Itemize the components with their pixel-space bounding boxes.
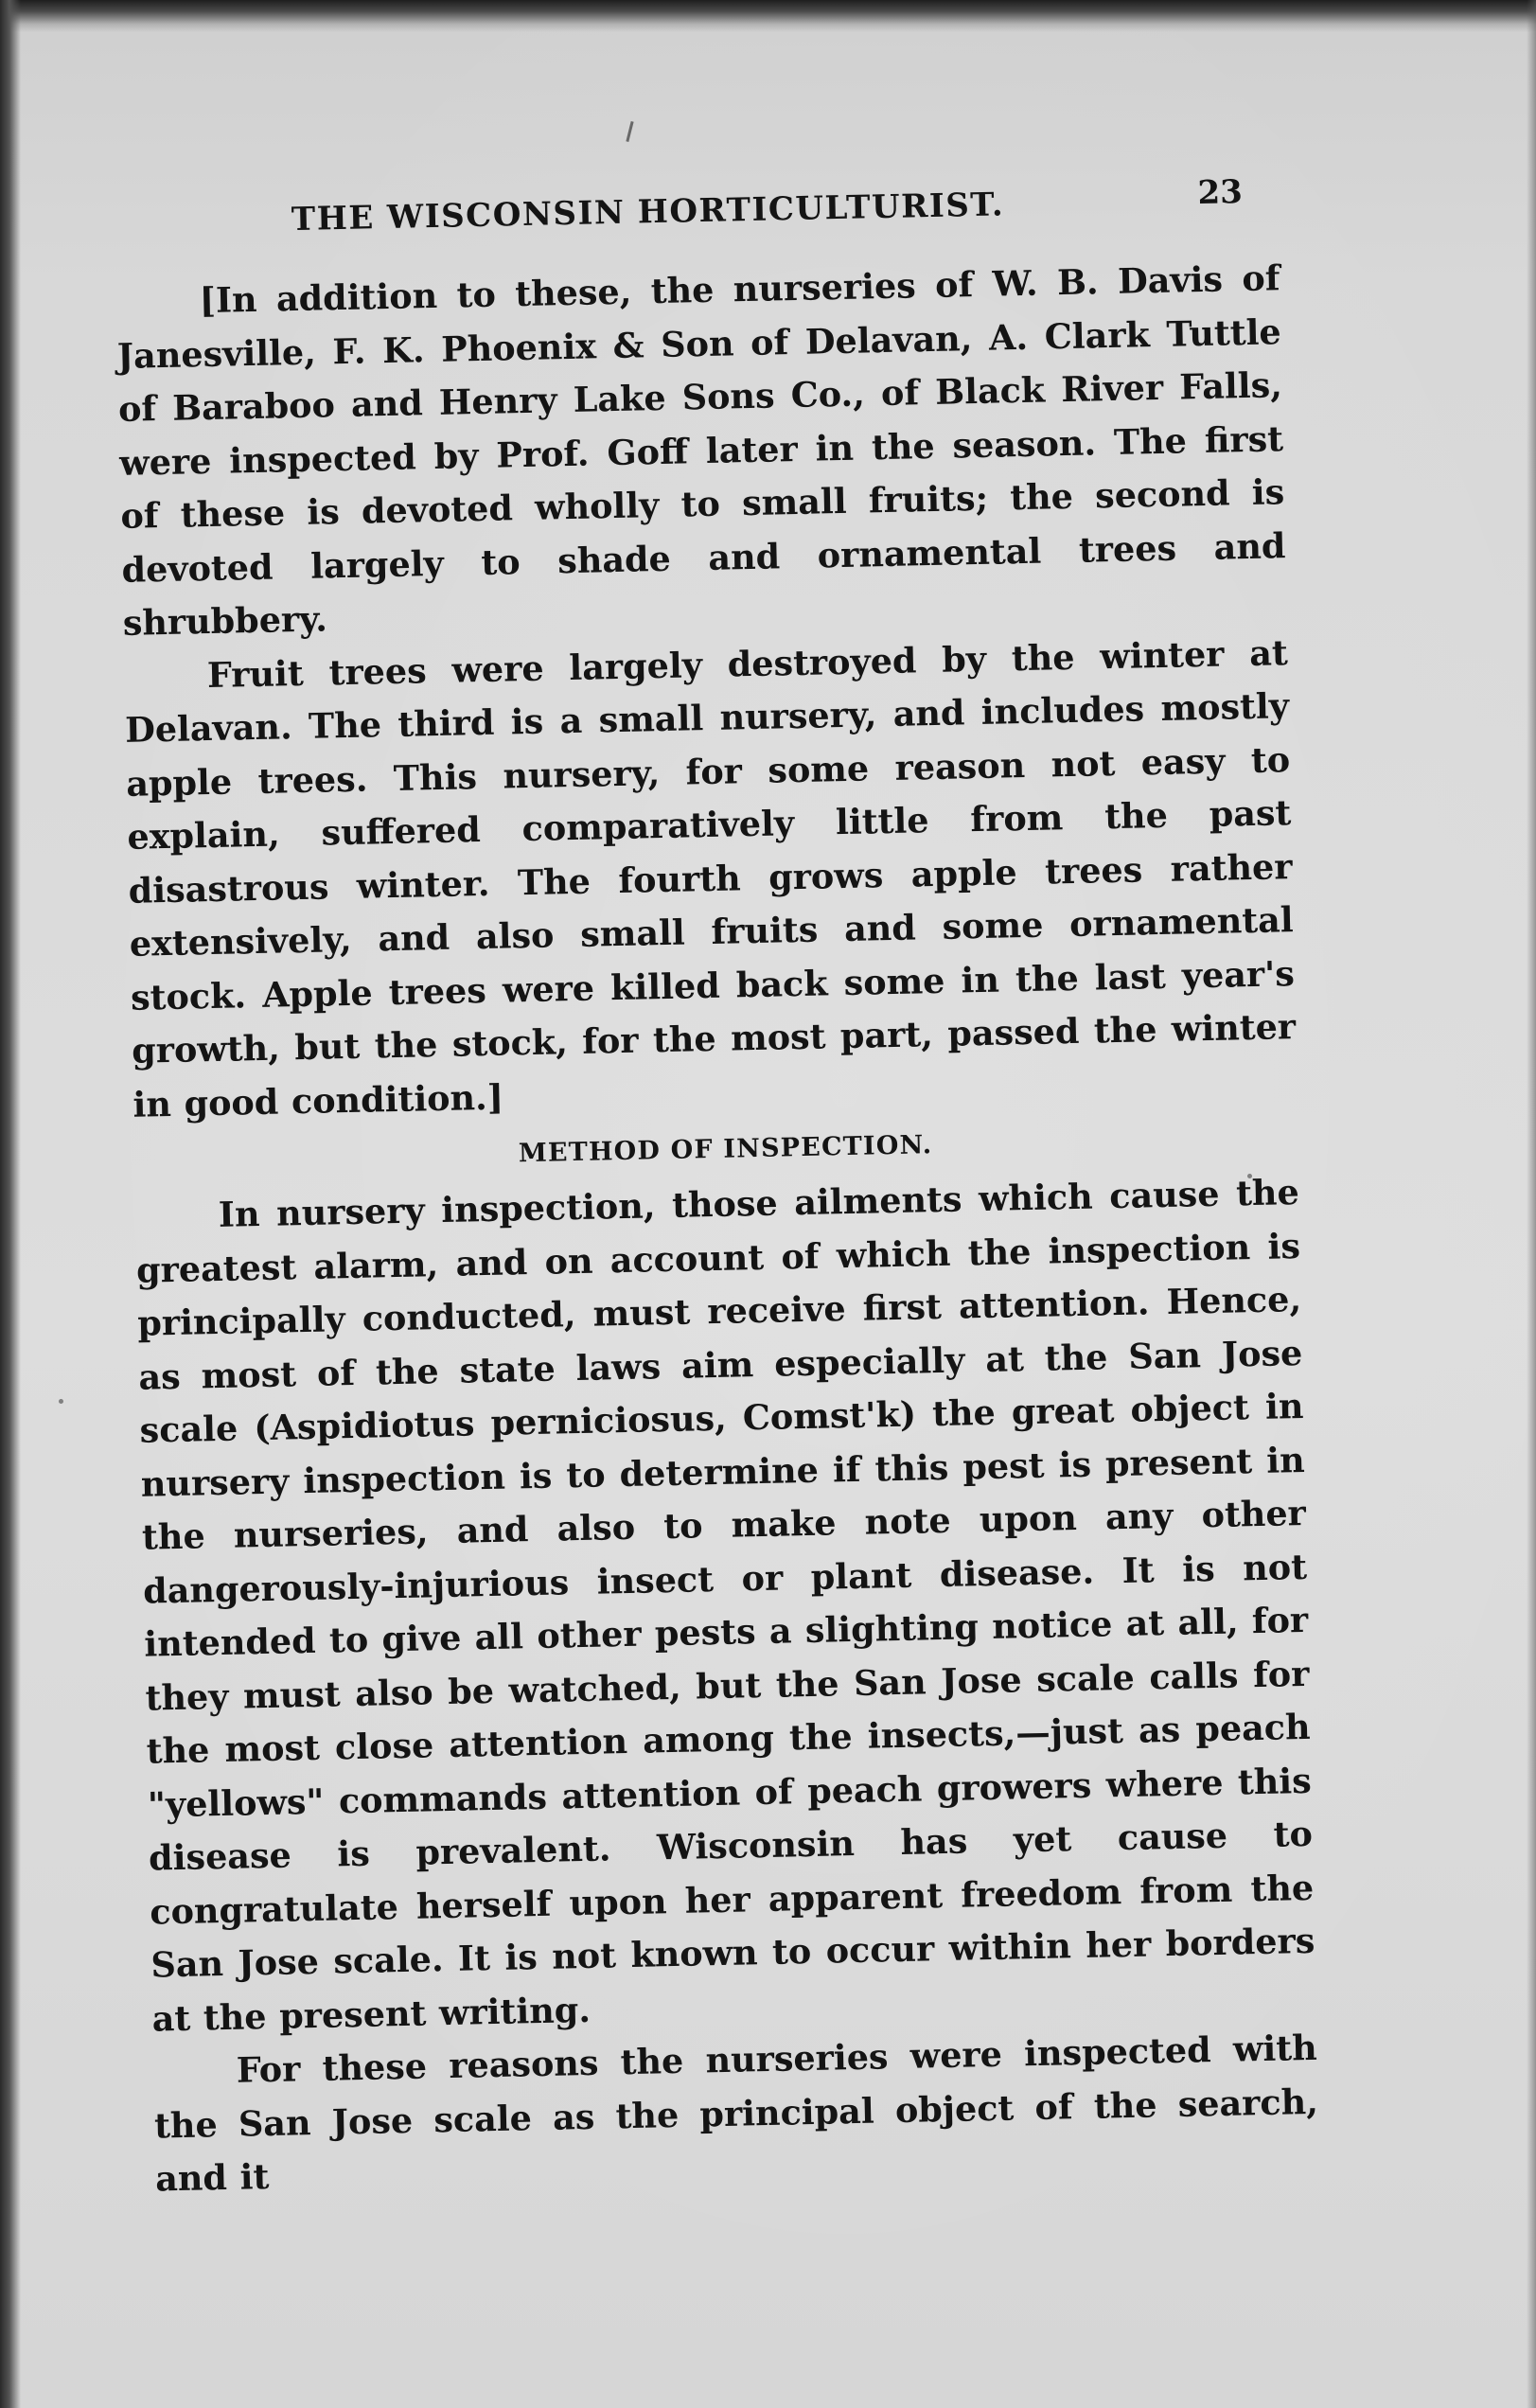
binding-shadow-left [0,0,21,2408]
paragraph: In nursery inspection, those ailments which cause the greatest alarm, and on account of which the inspection is principally conducted, must receive first attention. Hence, as most of the state laws aim especially at the San Jose scale (Aspidiotus perniciosus, Comst'k) the great object in nursery inspection is to determine if this pest is present in the nurseries, and also to make note upon any other dangerously-injurious insect or plant disease. It is not intended to give all other pests a slighting notice at all, for they must also be watched, but the San Jose scale calls for the most close attention among the insects,—just as peach "yellows" commands attention of peach growers where this disease is prevalent. Wisconsin has yet cause to congratulate herself upon her apparent freedom from the San Jose scale. It is not known to occur within her borders at the present writing. [135,1172,1315,2040]
page-edge-right [1527,0,1536,2408]
binding-shadow-top [0,0,1536,32]
page-number: 23 [1197,173,1244,213]
speck [59,1399,63,1404]
paragraph: Fruit trees were largely destroyed by the winter at Delavan. The third is a small nursery, and includes mostly apple trees. This nursery, for some reason not easy to explain, suffered comparatively little from the past disastrous winter. The fourth grows apple trees rather extensively, and also small fruits and some ornamental stock. Apple trees were killed back some in the last year's growth, but the stock, for the most part, passed the winter in good condition.] [124,631,1297,1125]
running-title: THE WISCONSIN HORTICULTURIST. [291,186,1005,239]
body-text [115,252,1319,2206]
book-page [114,155,1320,2206]
stray-mark [626,121,633,142]
running-head [114,155,1279,256]
paragraph: [In addition to these, the nurseries of W. B. Davis of Janesville, F. K. Phoenix & Son of Delavan, A. Clark Tuttle of Baraboo and Henry Lake Sons Co., of Black River Falls, were inspected by Prof. Goff later in the season. The first of these is devoted wholly to small fruits; the second is devoted largely to shade and ornamental trees and shrubbery. [116,257,1286,644]
paragraph: For these reasons the nurseries were inspected with the San Jose scale as the principal object of the search, and it [153,2027,1319,2200]
section-heading: METHOD OF INSPECTION. [518,1130,933,1169]
